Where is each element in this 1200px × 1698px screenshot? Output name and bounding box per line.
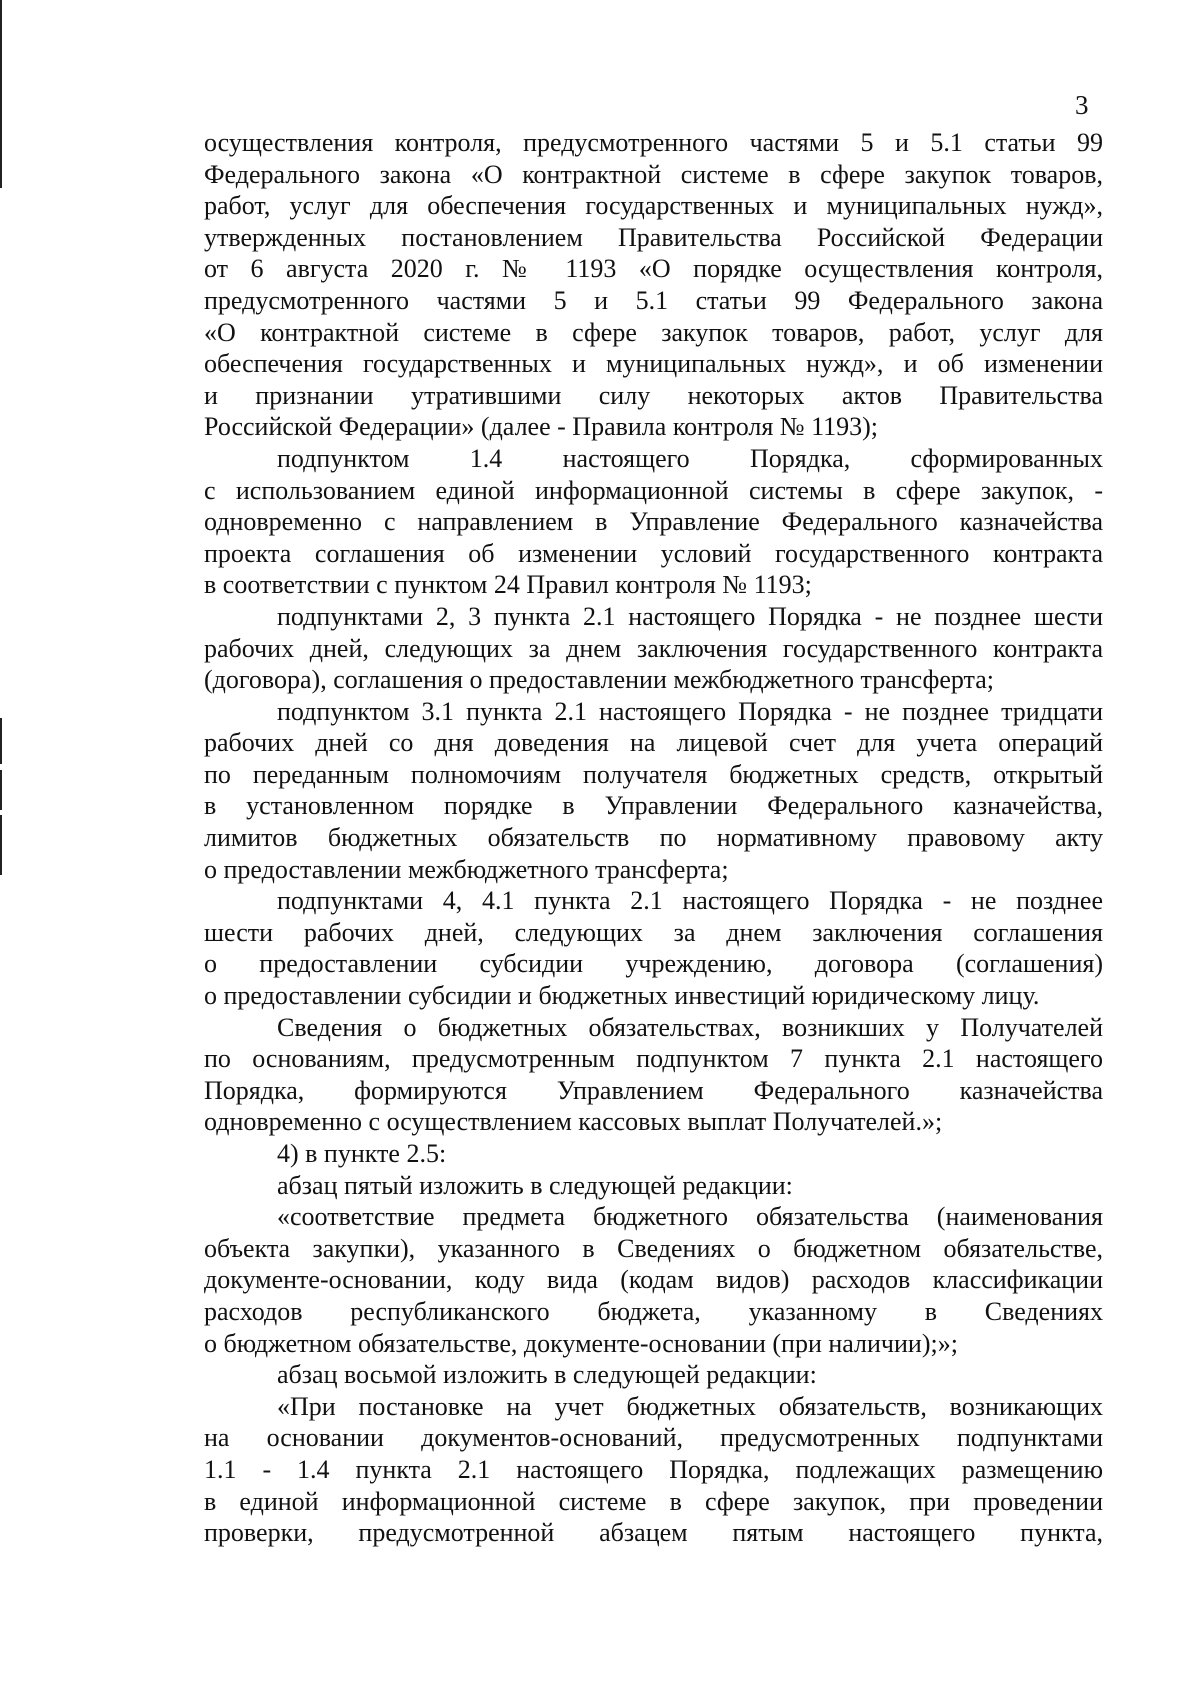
text-line: в соответствии с пунктом 24 Правил контроля № 1193; [204, 570, 812, 600]
page-number: 3 [1075, 90, 1089, 120]
text-line: утвержденных постановлением Правительства Российской Федерации [204, 222, 1103, 252]
text-line: абзац восьмой изложить в следующей редакции: [277, 1360, 817, 1390]
text-line: Российской Федерации» (далее - Правила контроля № 1193); [204, 412, 879, 442]
text-line: одновременно с направлением в Управление Федерального казначейства [204, 507, 1103, 537]
text-line: по переданным полномочиям получателя бюджетных средств, открытый [204, 759, 1103, 789]
text-line: осуществления контроля, предусмотренного частями 5 и 5.1 статьи 99 [204, 128, 1103, 157]
text-line: подпунктом 3.1 пункта 2.1 настоящего Порядка - не позднее тридцати [277, 696, 1103, 726]
text-line: 1.1 - 1.4 пункта 2.1 настоящего Порядка, подлежащих размещению [204, 1454, 1103, 1484]
text-line: объекта закупки), указанного в Сведениях о бюджетном обязательстве, [204, 1233, 1103, 1263]
text-line: проекта соглашения об изменении условий государственного контракта [204, 538, 1103, 568]
text-line: о предоставлении межбюджетного трансферта; [204, 854, 729, 884]
text-line: от 6 августа 2020 г. № 1193 «О порядке осуществления контроля, [204, 254, 1103, 284]
text-line: на основании документов-оснований, предусмотренных подпунктами [204, 1423, 1103, 1453]
text-line: (договора), соглашения о предоставлении межбюджетного трансферта; [204, 665, 994, 695]
text-line: работ, услуг для обеспечения государственных и муниципальных нужд», [204, 191, 1103, 221]
text-line: с использованием единой информационной системы в сфере закупок, - [204, 475, 1103, 505]
text-line: подпунктами 4, 4.1 пункта 2.1 настоящего Порядка - не позднее [277, 886, 1103, 916]
document-body [204, 127, 1103, 1549]
text-line: рабочих дней со дня доведения на лицевой счет для учета операций [204, 728, 1103, 758]
text-line: подпунктом 1.4 настоящего Порядка, сформированных [277, 443, 1103, 473]
scan-edge-mark [0, 718, 2, 764]
text-line: по основаниям, предусмотренным подпунктом 7 пункта 2.1 настоящего [204, 1044, 1103, 1074]
text-line: обеспечения государственных и муниципальных нужд», и об изменении [204, 349, 1103, 379]
text-line: шести рабочих дней, следующих за днем заключения соглашения [204, 917, 1103, 947]
text-line: предусмотренного частями 5 и 5.1 статьи 99 Федерального закона [204, 285, 1103, 315]
text-line: рабочих дней, следующих за днем заключения государственного контракта [204, 633, 1103, 663]
text-line: и признании утратившими силу некоторых актов Правительства [204, 380, 1103, 410]
text-line: в единой информационной системе в сфере закупок, при проведении [204, 1486, 1103, 1516]
text-line: «При постановке на учет бюджетных обязательств, возникающих [277, 1391, 1103, 1421]
scan-edge-mark [0, 770, 2, 810]
text-line: лимитов бюджетных обязательств по нормативному правовому акту [204, 823, 1103, 853]
text-line: «соответствие предмета бюджетного обязательства (наименования [277, 1202, 1103, 1232]
scan-edge-mark [0, 0, 2, 188]
text-line: проверки, предусмотренной абзацем пятым настоящего пункта, [204, 1518, 1103, 1548]
text-line: о предоставлении субсидии учреждению, договора (соглашения) [204, 949, 1103, 979]
text-line: в установленном порядке в Управлении Федерального казначейства, [204, 791, 1103, 821]
text-line: Сведения о бюджетных обязательствах, возникших у Получателей [277, 1012, 1103, 1042]
scan-edge-mark [0, 815, 2, 875]
text-line: о предоставлении субсидии и бюджетных инвестиций юридическому лицу. [204, 981, 1040, 1011]
text-line: о бюджетном обязательстве, документе-основании (при наличии);»; [204, 1328, 958, 1358]
text-line: расходов республиканского бюджета, указанному в Сведениях [204, 1296, 1103, 1326]
text-line: документе-основании, коду вида (кодам видов) расходов классификации [204, 1265, 1103, 1295]
text-line: абзац пятый изложить в следующей редакции: [277, 1170, 793, 1200]
text-line: подпунктами 2, 3 пункта 2.1 настоящего Порядка - не позднее шести [277, 601, 1103, 631]
text-line: 4) в пункте 2.5: [277, 1139, 447, 1168]
text-line: Федерального закона «О контрактной системе в сфере закупок товаров, [204, 159, 1103, 189]
text-line: «О контрактной системе в сфере закупок товаров, работ, услуг для [204, 317, 1103, 347]
text-line: одновременно с осуществлением кассовых выплат Получателей.»; [204, 1107, 943, 1137]
text-line: Порядка, формируются Управлением Федерального казначейства [204, 1075, 1103, 1105]
